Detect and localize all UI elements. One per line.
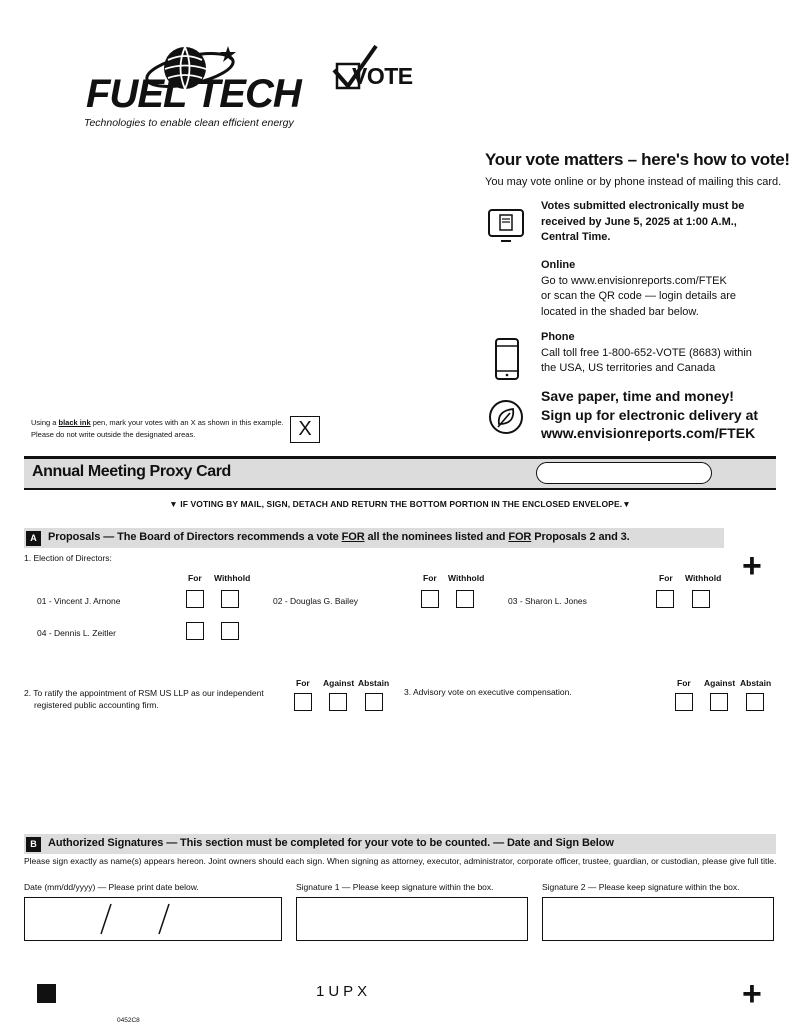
proposal-2-label: 2. To ratify the appointment of RSM US LLP as our independent registered public accounting firm. (24, 688, 264, 710)
mark-example-box: X (290, 416, 320, 443)
section-b-badge: B (26, 837, 41, 852)
signature-1-label: Signature 1 — Please keep signature within the box. (296, 882, 494, 892)
col-abstain: Abstain (358, 678, 390, 688)
proposal-3-abstain-checkbox[interactable] (746, 693, 764, 711)
nominee-04-withhold-checkbox[interactable] (221, 622, 239, 640)
page-code: 1UPX (316, 983, 372, 1000)
col-abstain: Abstain (740, 678, 772, 688)
nominee-label: 02 - Douglas G. Bailey (273, 596, 359, 606)
electronic-deadline: Votes submitted electronically must be received by June 5, 2025 at 1:00 A.M., Central Time. (541, 200, 745, 243)
proposal-3-against-checkbox[interactable] (710, 693, 728, 711)
corner-registration-square (37, 984, 56, 1003)
col-for: For (677, 678, 691, 688)
signature-instructions: Please sign exactly as name(s) appears hereon. Joint owners should each sign. When signing as attorney, executor, administrator, corporate officer, trustee, guardian, or custodian, please give full title. (24, 856, 777, 866)
nominee-04-for-checkbox[interactable] (186, 622, 204, 640)
leaf-icon (488, 399, 524, 435)
online-instructions: Online Go to www.envisionreports.com/FTEK or scan the QR code — login details are located in the shaded bar below. (541, 259, 737, 318)
signature-2-label: Signature 2 — Please keep signature within the box. (542, 882, 740, 892)
signature-2-box[interactable] (542, 897, 774, 941)
nominee-01-withhold-checkbox[interactable] (221, 590, 239, 608)
col-against: Against (704, 678, 736, 688)
col-for: For (296, 678, 310, 688)
nominee-label: 04 - Dennis L. Zeitler (37, 628, 116, 638)
phone-icon (494, 337, 520, 381)
registration-mark-bottom: + (742, 975, 762, 1013)
section-b-heading: Authorized Signatures — This section must be completed for your vote to be counted. — Date and Sign Below (48, 837, 614, 849)
company-tagline: Technologies to enable clean efficient energy (84, 117, 294, 129)
computer-icon (487, 208, 525, 244)
vote-info-title: Your vote matters – here's how to vote! (485, 150, 790, 169)
col-withhold: Withhold (448, 573, 485, 583)
vote-logo-text: VOTE (352, 63, 413, 89)
proposal-2-abstain-checkbox[interactable] (365, 693, 383, 711)
section-a-heading: Proposals — The Board of Directors recommends a vote FOR all the nominees listed and FOR Proposals 2 and 3. (48, 531, 630, 543)
nominee-01-for-checkbox[interactable] (186, 590, 204, 608)
signature-1-box[interactable] (296, 897, 528, 941)
date-label: Date (mm/dd/yyyy) — Please print date below. (24, 882, 199, 892)
detach-instruction: ▼ IF VOTING BY MAIL, SIGN, DETACH AND RETURN THE BOTTOM PORTION IN THE ENCLOSED ENVELOPE.▼ (169, 499, 631, 509)
col-for: For (423, 573, 437, 583)
col-against: Against (323, 678, 355, 688)
nominee-02-withhold-checkbox[interactable] (456, 590, 474, 608)
vote-info-subtitle: You may vote online or by phone instead of mailing this card. (485, 176, 782, 188)
nominee-03-for-checkbox[interactable] (656, 590, 674, 608)
col-withhold: Withhold (685, 573, 722, 583)
col-withhold: Withhold (214, 573, 251, 583)
col-for: For (188, 573, 202, 583)
election-label: 1. Election of Directors: (24, 553, 112, 563)
date-input-box[interactable] (24, 897, 282, 941)
proposal-3-label: 3. Advisory vote on executive compensation. (404, 687, 572, 697)
electronic-delivery-promo: Save paper, time and money! Sign up for electronic delivery at www.envisionreports.com/FTEK (541, 387, 791, 443)
nominee-03-withhold-checkbox[interactable] (692, 590, 710, 608)
mark-instructions: Using a black ink pen, mark your votes with an X as shown in this example. Please do not write outside the designated areas. (31, 418, 284, 439)
nominee-02-for-checkbox[interactable] (421, 590, 439, 608)
section-a-badge: A (26, 531, 41, 546)
phone-instructions: Phone Call toll free 1-800-652-VOTE (8683) within the USA, US territories and Canada (541, 331, 752, 374)
electronic-delivery-link[interactable]: www.envisionreports.com/FTEK (541, 425, 756, 441)
date-separator-slashes (25, 898, 280, 940)
control-number-field (536, 462, 712, 484)
proposal-3-for-checkbox[interactable] (675, 693, 693, 711)
col-for: For (659, 573, 673, 583)
nominee-label: 03 - Sharon L. Jones (508, 596, 587, 606)
proxy-card-title: Annual Meeting Proxy Card (32, 463, 231, 480)
registration-mark-top: + (742, 547, 762, 585)
form-code: 0452C8 (117, 1017, 140, 1024)
company-logo-text: FUEL TECH (86, 72, 301, 116)
nominee-label: 01 - Vincent J. Arnone (37, 596, 121, 606)
proposal-2-against-checkbox[interactable] (329, 693, 347, 711)
proposal-2-for-checkbox[interactable] (294, 693, 312, 711)
